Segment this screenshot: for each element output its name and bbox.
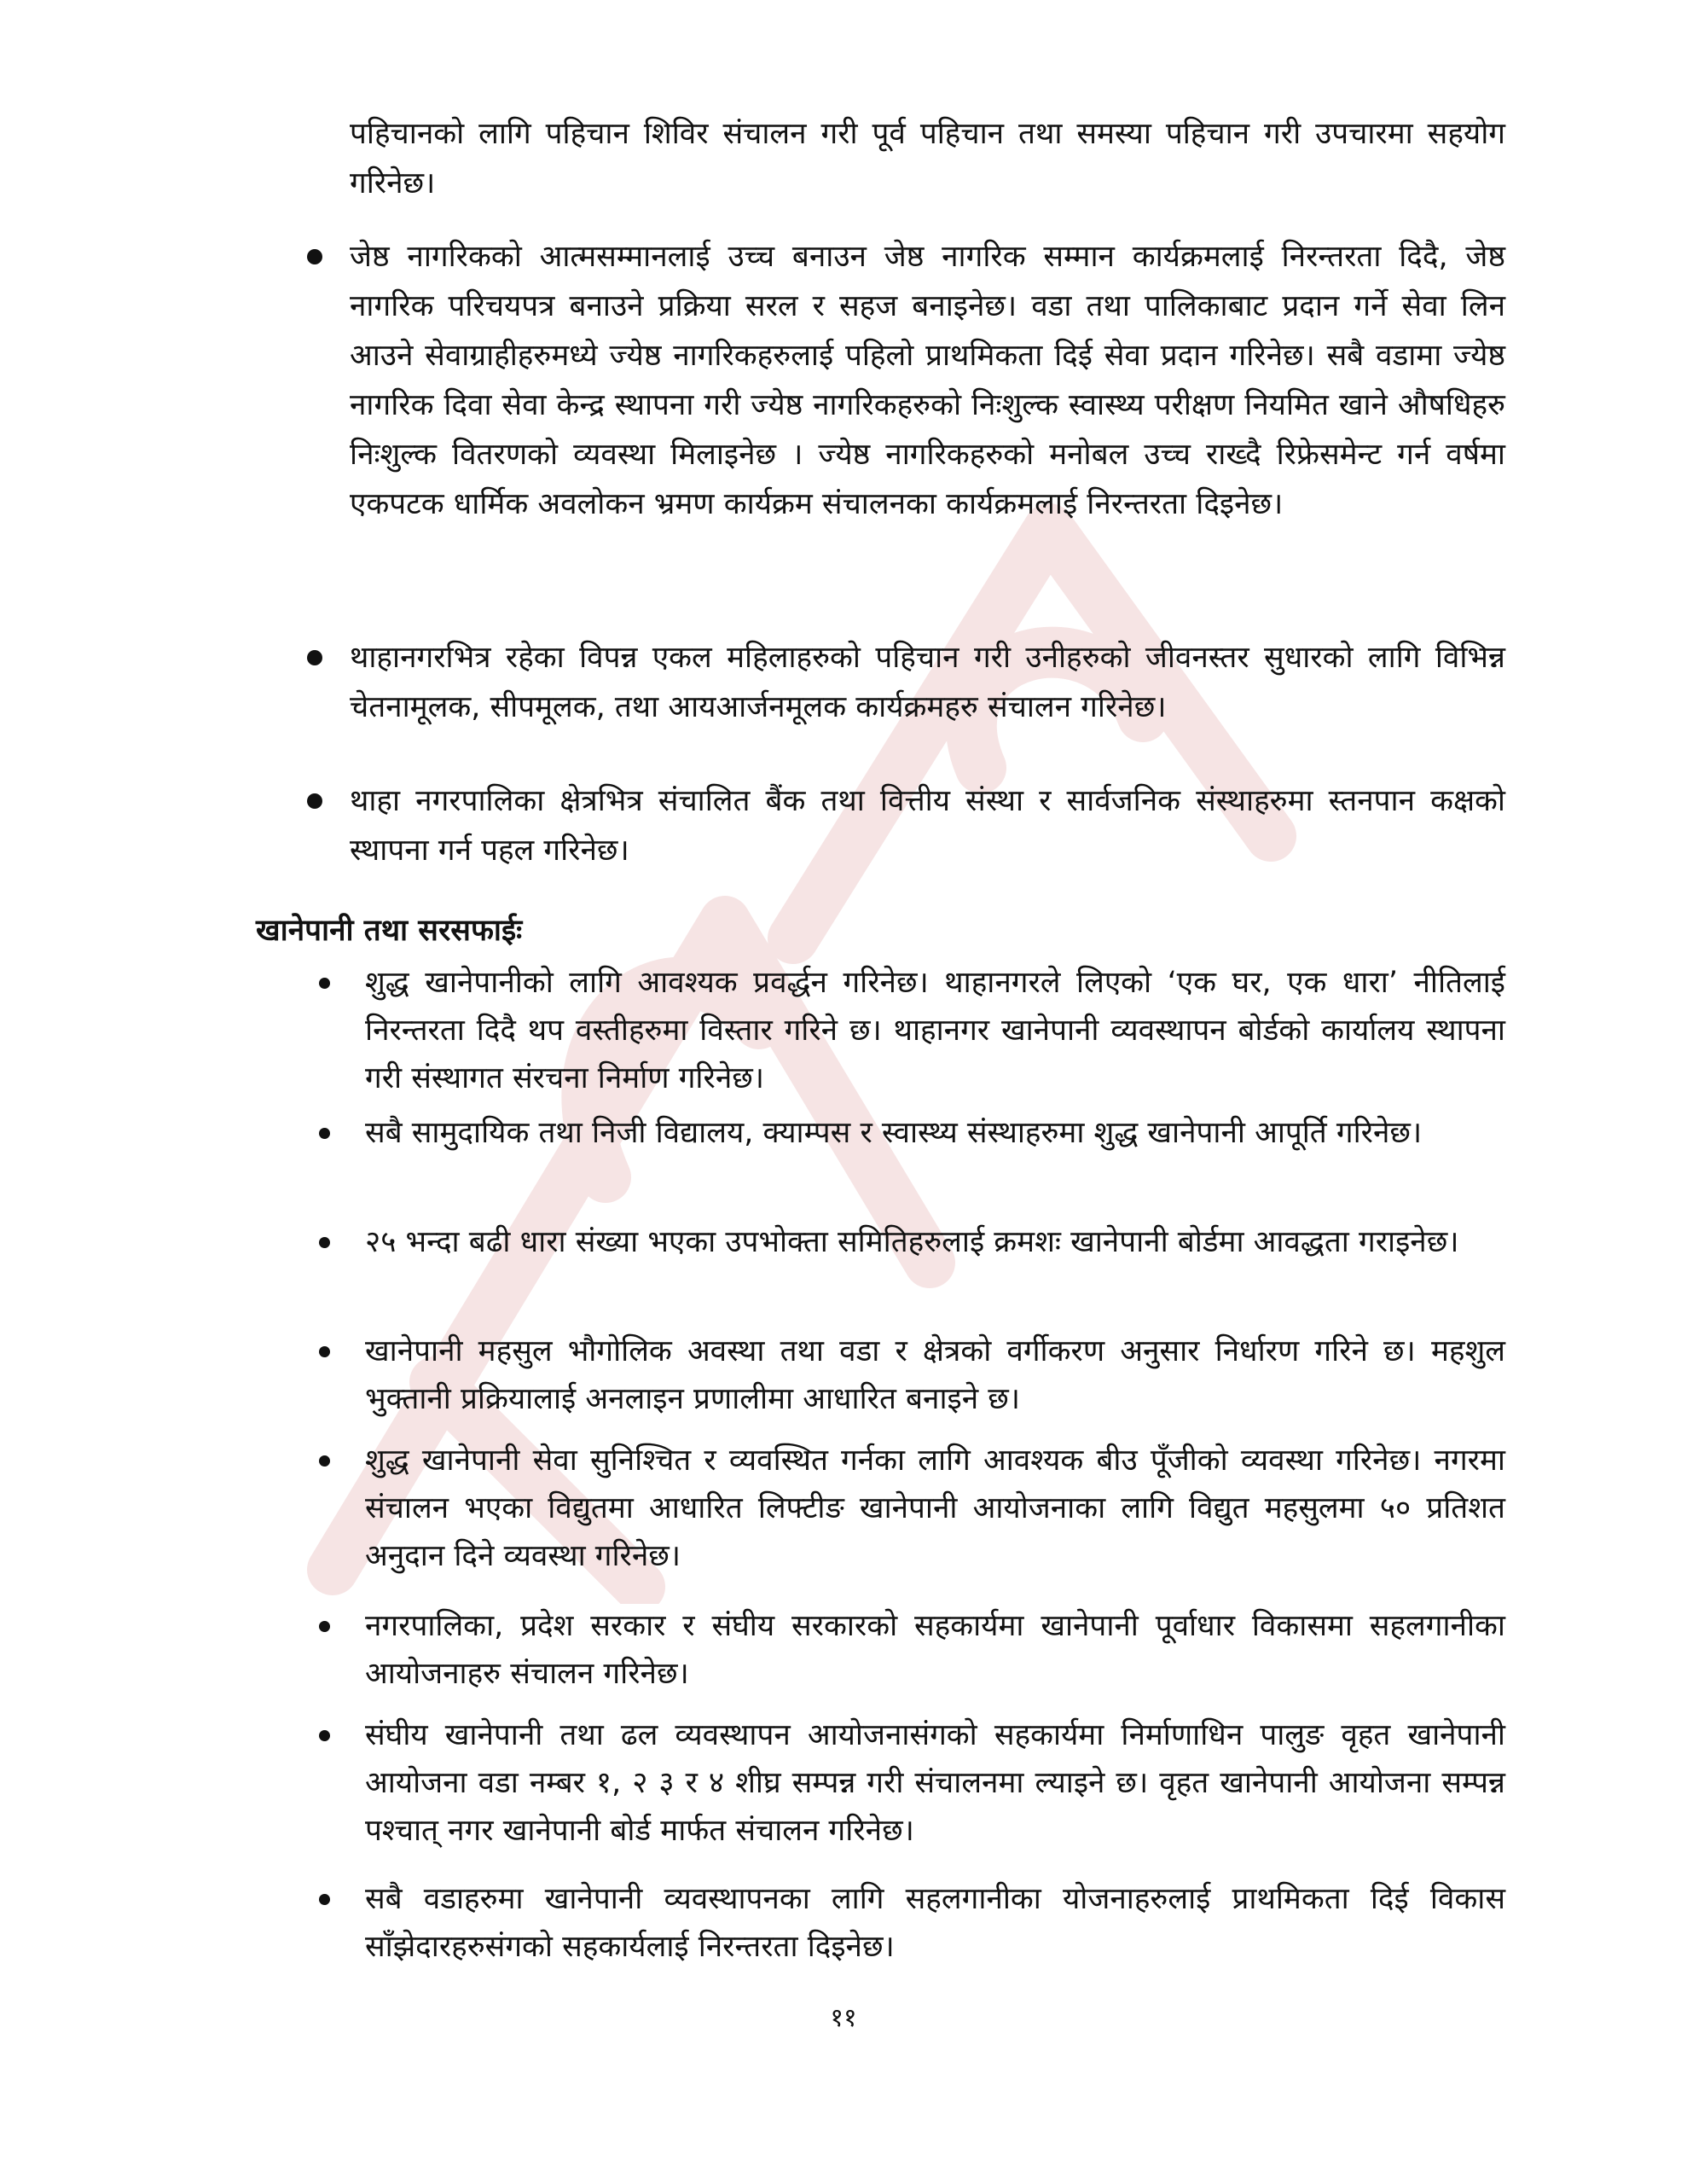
- list-item: [350, 232, 1505, 529]
- list-item: [350, 776, 1505, 875]
- bullet-icon: [319, 1730, 330, 1741]
- list-item: [365, 959, 1505, 1102]
- list-item-text: सबै वडाहरुमा खानेपानी व्यवस्थापनका लागि सहलगानीका योजनाहरुलाई प्राथमिकता दिई विकास साँझेदारहरुसंगको सहकार्यलाई निरन्तरता दिइनेछ।: [365, 1882, 1505, 1964]
- list-item: [350, 633, 1505, 732]
- list-item-text: शुद्ध खानेपानी सेवा सुनिश्चित र व्यवस्थित गर्नका लागि आवश्यक बीउ पूँजीको व्यवस्था गरिनेछ। नगरमा संचालन भएका विद्युतमा आधारित लिफ्टीङ खानेपानी आयोजनाका लागि विद्युत महसुलमा ५० प्रतिशत अनुदान दिने व्यवस्था गरिनेछ।: [365, 1443, 1505, 1573]
- page-number: ११: [830, 2003, 857, 2033]
- list-item-text: शुद्ध खानेपानीको लागि आवश्यक प्रवर्द्धन गरिनेछ। थाहानगरले लिएको ‘एक घर, एक धारा’ नीतिलाई निरन्तरता दिदै थप वस्तीहरुमा विस्तार गरिने छ। थाहानगर खानेपानी व्यवस्थापन बोर्डको कार्यालय स्थापना गरी संस्थागत संरचना निर्माण गरिनेछ।: [365, 966, 1505, 1095]
- section-heading: खानेपानी तथा सरसफाईः: [256, 914, 523, 948]
- list-item: [365, 1327, 1505, 1423]
- list-item-text: जेष्ठ नागरिकको आत्मसम्मानलाई उच्च बनाउन जेष्ठ नागरिक सम्मान कार्यक्रमलाई निरन्तरता दिदै, जेष्ठ नागरिक परिचयपत्र बनाउने प्रक्रिया सरल र सहज बनाइनेछ। वडा तथा पालिकाबाट प्रदान गर्ने सेवा लिन आउने सेवाग्राहीहरुमध्ये ज्येष्ठ नागरिकहरुलाई पहिलो प्राथमिकता दिई सेवा प्रदान गरिनेछ। सबै वडामा ज्येष्ठ नागरिक दिवा सेवा केन्द्र स्थापना गरी ज्येष्ठ नागरिकहरुको निःशुल्क स्वास्थ्य परीक्षण नियमित खाने औषधिहरु निःशुल्क वितरणको व्यवस्था मिलाइनेछ । ज्येष्ठ नागरिकहरुको मनोबल उच्च राख्दै रिफ्रेसमेन्ट गर्न वर्षमा एकपटक धार्मिक अवलोकन भ्रमण कार्यक्रम संचालनका कार्यक्रमलाई निरन्तरता दिइनेछ।: [350, 240, 1505, 521]
- list-item: [365, 1437, 1505, 1580]
- list-item: [365, 1109, 1505, 1157]
- bullet-icon: [319, 1237, 330, 1248]
- bullet-icon: [319, 978, 330, 989]
- bullet-icon: [319, 1621, 330, 1632]
- list-item-text: खानेपानी महसुल भौगोलिक अवस्था तथा वडा र क्षेत्रको वर्गीकरण अनुसार निर्धारण गरिने छ। महशुल भुक्तानी प्रक्रियालाई अनलाइन प्रणालीमा आधारित बनाइने छ।: [365, 1334, 1505, 1416]
- list-item: [365, 1711, 1505, 1855]
- bullet-icon: [307, 793, 322, 809]
- list-item-text: थाहानगरभित्र रहेका विपन्न एकल महिलाहरुको पहिचान गरी उनीहरुको जीवनस्तर सुधारको लागि विभिन्न चेतनामूलक, सीपमूलक, तथा आयआर्जनमूलक कार्यक्रमहरु संचालन गरिनेछ।: [350, 641, 1505, 724]
- bullet-icon: [319, 1346, 330, 1357]
- bullet-icon: [307, 650, 322, 665]
- list-item-text: थाहा नगरपालिका क्षेत्रभित्र संचालित बैंक तथा वित्तीय संस्था र सार्वजनिक संस्थाहरुमा स्तनपान कक्षको स्थापना गर्न पहल गरिनेछ।: [350, 784, 1505, 868]
- list-item-text: सबै सामुदायिक तथा निजी विद्यालय, क्याम्पस र स्वास्थ्य संस्थाहरुमा शुद्ध खानेपानी आपूर्ति गरिनेछ।: [365, 1116, 1423, 1150]
- bullet-icon: [307, 249, 322, 264]
- continuation-paragraph: पहिचानको लागि पहिचान शिविर संचालन गरी पूर्व पहिचान तथा समस्या पहिचान गरी उपचारमा सहयोग गरिनेछ।: [350, 117, 1505, 200]
- watermark-stroke: [793, 529, 1271, 938]
- bullet-icon: [319, 1455, 330, 1467]
- list-item-text: २५ भन्दा बढी धारा संख्या भएका उपभोक्ता समितिहरुलाई क्रमशः खानेपानी बोर्डमा आवद्धता गराइनेछ।: [365, 1225, 1459, 1259]
- list-item: [365, 1218, 1505, 1266]
- list-item-text: नगरपालिका, प्रदेश सरकार र संघीय सरकारको सहकार्यमा खानेपानी पूर्वाधार विकासमा सहलगानीका आयोजनाहरु संचालन गरिनेछ।: [365, 1609, 1505, 1691]
- list-item: [365, 1875, 1505, 1971]
- bullet-icon: [319, 1894, 330, 1905]
- list-item-text: संघीय खानेपानी तथा ढल व्यवस्थापन आयोजनासंगको सहकार्यमा निर्माणाधिन पालुङ वृहत खानेपानी आयोजना वडा नम्बर १, २ ३ र ४ शीघ्र सम्पन्न गरी संचालनमा ल्याइने छ। वृहत खानेपानी आयोजना सम्पन्न पश्चात् नगर खानेपानी बोर्ड मार्फत संचालन गरिनेछ।: [365, 1718, 1505, 1848]
- list-item: [365, 1602, 1505, 1698]
- bullet-icon: [319, 1128, 330, 1139]
